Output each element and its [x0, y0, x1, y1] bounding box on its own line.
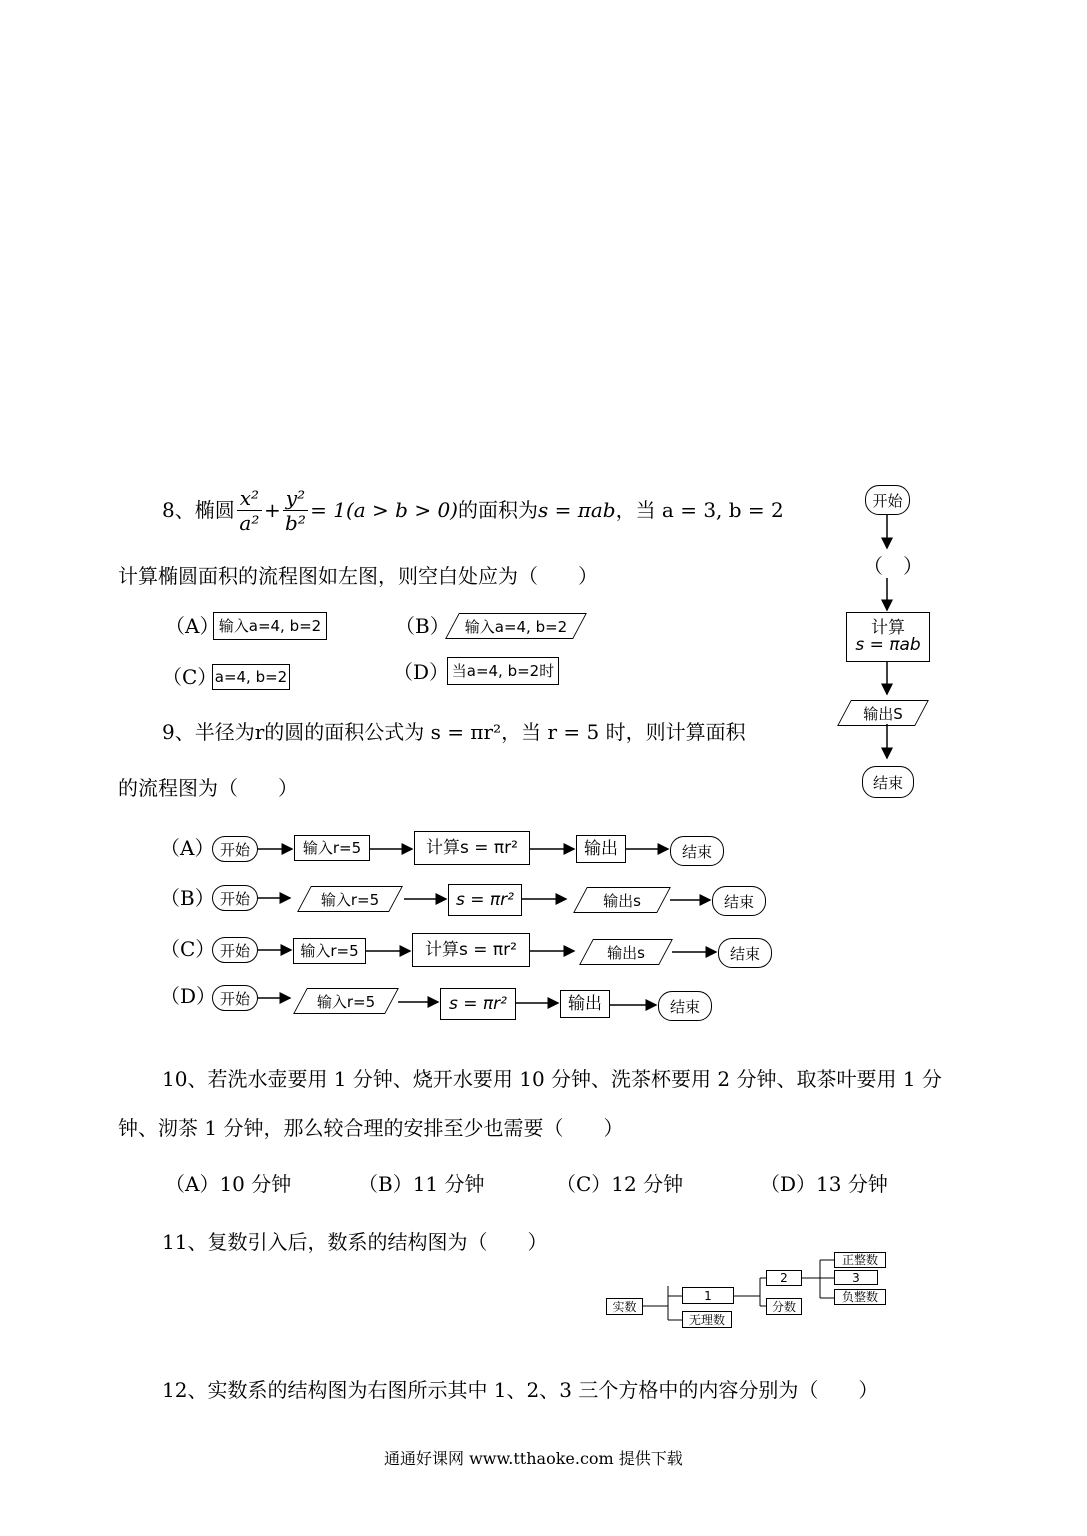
q8-line2: 计算椭圆面积的流程图如左图，则空白处应为（ ）	[118, 564, 598, 588]
q9-d-end: 结束	[658, 991, 712, 1021]
q9-c-input: 输入r=5	[293, 938, 366, 964]
q8-opt-c-label: （C）	[162, 665, 218, 689]
q8-opt-a-label: （A）	[165, 614, 220, 638]
tree-root: 实数	[606, 1298, 643, 1315]
tree-irrational: 无理数	[682, 1311, 732, 1328]
q9-line1: 9、半径为r的圆的面积公式为 s = πr²，当 r = 5 时，则计算面积	[162, 720, 746, 744]
flow-start: 开始	[865, 485, 910, 515]
q8-equation: = 1(a > b > 0)	[310, 498, 458, 522]
q8-opt-d-box: 当a=4, b=2时	[447, 657, 559, 685]
q9-b-input: 输入r=5	[304, 886, 396, 912]
flow-output: 输出S	[844, 700, 922, 726]
q9-c-end: 结束	[718, 938, 772, 968]
flow-calc-formula: s = πab	[855, 635, 921, 655]
q9-b-output: 输出s	[580, 887, 664, 913]
flow-calc-label: 计算	[871, 618, 905, 638]
tree-fraction: 分数	[766, 1298, 802, 1315]
q8-opt-c-box: a=4, b=2	[212, 664, 290, 690]
q8-condition: ，当 a = 3, b = 2	[615, 498, 784, 522]
q8-opt-a-box: 输入a=4, b=2	[213, 612, 327, 640]
q9-a-label: （A）	[160, 836, 215, 860]
q10-opt-b: （B）11 分钟	[358, 1172, 485, 1196]
q9-b-label: （B）	[160, 886, 215, 910]
q9-c-output: 输出s	[586, 939, 666, 965]
q9-a-calc: 计算s = πr²	[414, 831, 530, 865]
q9-d-start: 开始	[212, 985, 258, 1011]
q9-d-input: 输入r=5	[300, 988, 392, 1014]
q8-formula: s = πab	[537, 498, 616, 522]
q9-c-calc: 计算s = πr²	[412, 933, 530, 967]
q8-prefix: 8、椭圆	[162, 498, 235, 522]
tree-box-3: 3	[834, 1270, 878, 1285]
q8-plus: +	[264, 498, 281, 522]
q10-line1: 10、若洗水壶要用 1 分钟、烧开水要用 10 分钟、洗茶杯要用 2 分钟、取茶叶要用 1 分	[162, 1067, 942, 1091]
q8-frac2-den: b²	[285, 510, 306, 535]
q10-opt-c: （C）12 分钟	[556, 1172, 684, 1196]
page-footer: 通通好课网 www.tthaoke.com 提供下载	[384, 1449, 683, 1468]
q9-c-start: 开始	[212, 937, 258, 963]
q9-line2: 的流程图为（ ）	[118, 776, 298, 800]
q9-b-end: 结束	[712, 886, 766, 916]
q9-a-end: 结束	[670, 836, 724, 866]
q9-c-label: （C）	[160, 937, 216, 961]
q8-opt-d-label: （D）	[393, 660, 450, 684]
q9-d-calc: s = πr²	[440, 988, 516, 1020]
q10-opt-a: （A）10 分钟	[165, 1172, 292, 1196]
q9-d-output: 输出	[560, 990, 610, 1018]
flow-blank: （ ）	[863, 554, 923, 578]
q8-frac1-den: a²	[239, 510, 260, 535]
q8-mid-text: 的面积为	[457, 498, 538, 522]
q9-a-start: 开始	[212, 836, 258, 862]
tree-box-2: 2	[766, 1270, 802, 1286]
q9-d-label: （D）	[160, 984, 217, 1008]
q12-line1: 12、实数系的结构图为右图所示其中 1、2、3 三个方格中的内容分别为（ ）	[162, 1378, 879, 1402]
tree-box-1: 1	[682, 1287, 734, 1304]
q8-frac1-num: x²	[237, 486, 262, 511]
flow-calc	[846, 612, 930, 662]
tree-positive-int: 正整数	[834, 1252, 886, 1268]
q10-opt-d: （D）13 分钟	[760, 1172, 888, 1196]
q11-line1: 11、复数引入后，数系的结构图为（ ）	[162, 1230, 548, 1254]
q9-a-input: 输入r=5	[294, 835, 370, 861]
q10-line2: 钟、沏茶 1 分钟，那么较合理的安排至少也需要（ ）	[118, 1116, 624, 1140]
q8-frac2-num: y²	[283, 486, 308, 511]
q9-b-start: 开始	[212, 885, 258, 911]
q8-opt-b-box: 输入a=4, b=2	[452, 613, 580, 639]
tree-negative-int: 负整数	[834, 1289, 886, 1305]
flow-end: 结束	[862, 766, 914, 798]
q9-b-calc: s = πr²	[448, 884, 522, 916]
q8-opt-b-label: （B）	[395, 614, 450, 638]
q9-a-output: 输出	[576, 835, 626, 863]
